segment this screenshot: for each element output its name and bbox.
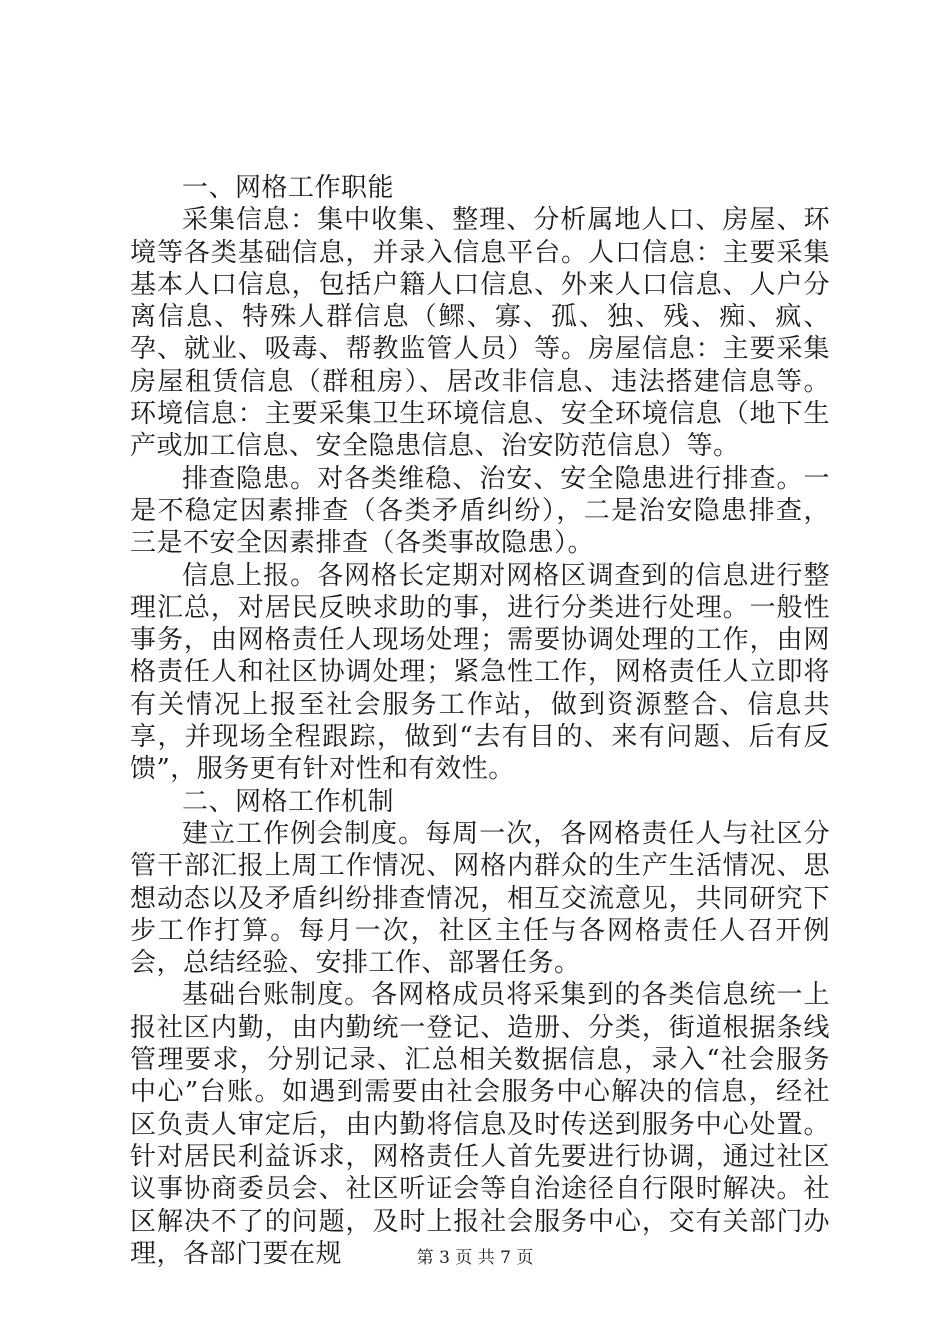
paragraph-ledger-system: 基础台账制度。各网格成员将采集到的各类信息统一上报社区内勤，由内勤统一登记、造册、分类，街道根据条线管理要求，分别记录、汇总相关数据信息，录入“社会服务中心”台账。如遇到需要由社会服务中心解决的信息，经社区负责人审定后，由内勤将信息及时传送到服务中心处置。针对居民利益诉求，网格责任人首先要进行协调，通过社区议事协商委员会、社区听证会等自治途径自行限时解决。社区解决不了的问题，及时上报社会服务中心，交有关部门办理，各部门要在规 bbox=[130, 980, 830, 1269]
heading-grid-functions: 一、网格工作职能 bbox=[182, 173, 395, 203]
paragraph-collect-info: 采集信息：集中收集、整理、分析属地人口、房屋、环境等各类基础信息，并录入信息平台。人口信息：主要采集基本人口信息，包括户籍人口信息、外来人口信息、人户分离信息、特殊人群信息（鳏、寡、孤、独、残、痴、疯、孕、就业、吸毒、帮教监管人员）等。房屋信息：主要采集房屋租赁信息（群租房）、居改非信息、违法搭建信息等。环境信息：主要采集卫生环境信息、安全环境信息（地下生产或加工信息、安全隐患信息、治安防范信息）等。 bbox=[130, 205, 830, 462]
document-body bbox=[130, 172, 830, 1270]
paragraph-report-info: 信息上报。各网格长定期对网格区调查到的信息进行整理汇总，对居民反映求助的事，进行分类进行处理。一般性事务，由网格责任人现场处理；需要协调处理的工作，由网格责任人和社区协调处理；紧急性工作，网格责任人立即将有关情况上报至社会服务工作站，做到资源整合、信息共享，并现场全程跟踪，做到“去有目的、来有问题、后有反馈”，服务更有针对性和有效性。 bbox=[130, 560, 830, 785]
heading-grid-mechanism: 二、网格工作机制 bbox=[182, 786, 395, 817]
page-number-footer: 第 3 页 共 7 页 bbox=[416, 1248, 534, 1268]
paragraph-check-hazards: 排查隐患。对各类维稳、治安、安全隐患进行排查。一是不稳定因素排查（各类矛盾纠纷），二是治安隐患排查，三是不安全因素排查（各类事故隐患）。 bbox=[130, 463, 830, 559]
paragraph-regular-meetings: 建立工作例会制度。每周一次，各网格责任人与社区分管干部汇报上周工作情况、网格内群众的生产生活情况、思想动态以及矛盾纠纷排查情况，相互交流意见，共同研究下步工作打算。每月一次，社区主任与各网格责任人召开例会，总结经验、安排工作、部署任务。 bbox=[130, 818, 830, 979]
